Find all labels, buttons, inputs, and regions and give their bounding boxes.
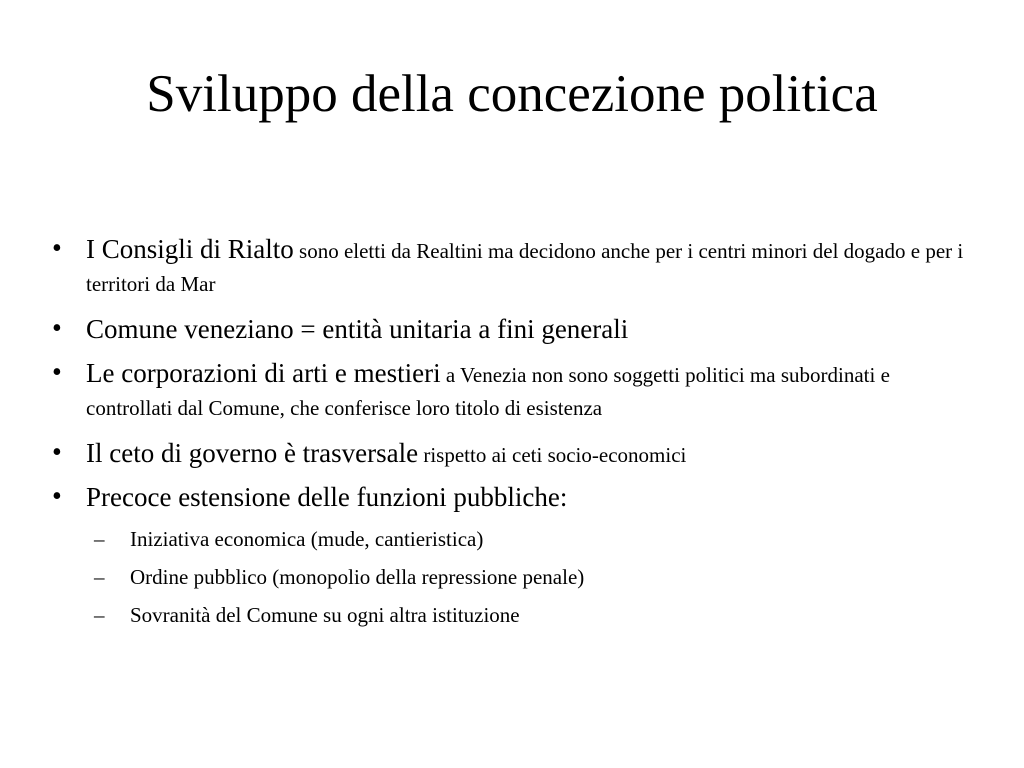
bullet-list	[52, 232, 972, 638]
bullet-lead: Precoce estensione delle funzioni pubbliche:	[86, 482, 568, 512]
sub-item-iniziativa	[52, 524, 972, 554]
bullet-lead: I Consigli di Rialto	[86, 234, 294, 264]
bullet-text	[86, 232, 972, 302]
bullet-symbol: •	[52, 437, 62, 468]
bullet-text	[86, 312, 972, 346]
sub-item-text: Ordine pubblico (monopolio della repressione penale)	[130, 565, 585, 589]
bullet-text	[86, 436, 972, 470]
bullet-rest: a Venezia non sono soggetti politici ma subordinati e controllati dal Comune, che conferisce loro titolo di esistenza	[86, 363, 890, 420]
slide-title: Sviluppo della concezione politica	[146, 65, 878, 123]
sub-symbol: –	[94, 527, 105, 551]
bullet-item-ceto	[52, 436, 972, 470]
sub-item-text: Iniziativa economica (mude, cantieristica)	[130, 527, 484, 551]
bullet-lead: Comune veneziano = entità unitaria a fini generali	[86, 314, 629, 344]
bullet-item-comune	[52, 312, 972, 346]
sub-symbol: –	[94, 565, 105, 589]
bullet-rest: rispetto ai ceti socio-economici	[418, 443, 687, 467]
sub-item-text: Sovranità del Comune su ogni altra istituzione	[130, 603, 520, 627]
sub-item-sovranita	[52, 600, 972, 630]
bullet-lead: Le corporazioni di arti e mestieri	[86, 358, 441, 388]
bullet-item-corporazioni	[52, 356, 972, 426]
bullet-item-consigli	[52, 232, 972, 302]
sub-symbol: –	[94, 603, 105, 627]
bullet-rest: sono eletti da Realtini ma decidono anche per i centri minori del dogado e per i territori da Mar	[86, 239, 964, 296]
bullet-lead: Il ceto di governo è trasversale	[86, 438, 419, 468]
sub-item-ordine	[52, 562, 972, 592]
bullet-symbol: •	[52, 233, 62, 264]
bullet-symbol: •	[52, 313, 62, 344]
bullet-symbol: •	[52, 481, 62, 512]
bullet-text	[86, 356, 972, 426]
bullet-text	[86, 480, 972, 514]
bullet-item-funzioni	[52, 480, 972, 514]
bullet-symbol: •	[52, 357, 62, 388]
